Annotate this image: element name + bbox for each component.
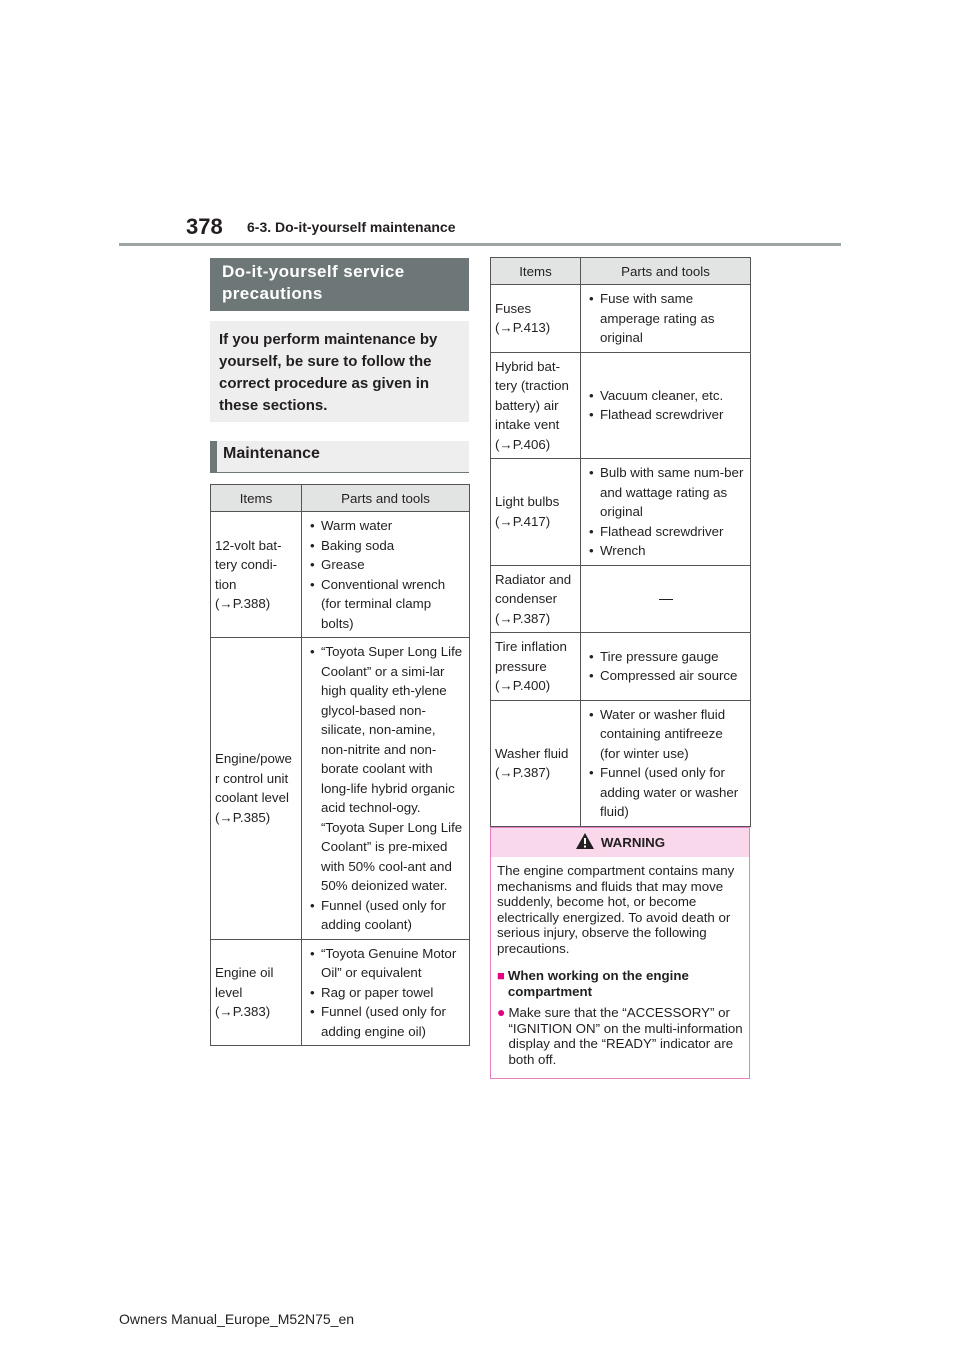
maintenance-table-right [490, 257, 751, 827]
item-line: (→P.387) [495, 610, 551, 626]
parts-list [585, 289, 746, 348]
section-title: 6-3. Do-it-yourself maintenance [247, 219, 456, 235]
item-line: (→P.406) [495, 436, 551, 452]
parts-cell [581, 459, 751, 566]
warning-bullet [497, 1005, 744, 1067]
warning-header [491, 828, 749, 857]
parts-list [585, 647, 746, 686]
table-row [491, 633, 751, 701]
table-row [491, 352, 751, 459]
item-line: 12-volt bat- [215, 537, 282, 553]
item-cell [491, 700, 581, 826]
table-row [211, 638, 470, 940]
parts-list-item: • Grease [310, 555, 465, 575]
item-line: (→P.417) [495, 513, 551, 529]
item-line: r control unit [215, 770, 289, 786]
parts-list-item: • Flathead screwdriver [589, 522, 746, 542]
item-line: Washer fluid [495, 745, 569, 761]
item-line: (→P.413) [495, 320, 551, 336]
table-row [491, 285, 751, 353]
item-line: coolant level [215, 790, 289, 806]
parts-list-item: • Rag or paper towel [310, 983, 465, 1003]
parts-cell [581, 565, 751, 633]
warning-bullet-text: Make sure that the “ACCESSORY” or “IGNITION ON” on the multi-information display and the “READY” indicator are both off. [508, 1005, 743, 1067]
column-header-items: Items [491, 258, 581, 285]
item-cell [491, 565, 581, 633]
parts-list-item: • Wrench [589, 541, 746, 561]
parts-list [306, 516, 465, 633]
item-line: battery) air [495, 397, 559, 413]
intro-box: If you perform maintenance by yourself, be sure to follow the correct procedure as given in these sections. [210, 321, 469, 422]
parts-list-item: • Fuse with same amperage rating as original [589, 289, 746, 348]
table-row [491, 459, 751, 566]
parts-cell [302, 638, 470, 940]
parts-list [585, 386, 746, 425]
parts-list [306, 944, 465, 1042]
item-line: Radiator and [495, 571, 572, 587]
parts-list-item: • Compressed air source [589, 666, 746, 686]
parts-cell [581, 285, 751, 353]
item-line: level [215, 984, 243, 1000]
parts-list [585, 463, 746, 561]
parts-cell [302, 939, 470, 1046]
parts-list-item: • Warm water [310, 516, 465, 536]
item-cell [211, 939, 302, 1046]
warning-body [491, 857, 749, 1067]
item-line: (→P.400) [495, 678, 551, 693]
warning-box [490, 827, 750, 1079]
column-header-items: Items [211, 485, 302, 512]
item-line: (→P.387) [495, 765, 551, 780]
parts-list-item: • Funnel (used only for adding engine oil) [310, 1002, 465, 1041]
maintenance-subheading: Maintenance [210, 441, 469, 473]
parts-list [306, 642, 465, 935]
item-cell [491, 633, 581, 701]
page-number: 378 [186, 214, 223, 239]
item-line: pressure [495, 658, 547, 674]
item-cell [491, 459, 581, 566]
parts-list-item: • Tire pressure gauge [589, 647, 746, 667]
circle-bullet-icon: ● [497, 1004, 506, 1020]
parts-list-item: • Conventional wrench (for terminal clamp bolts) [310, 575, 465, 634]
parts-cell [581, 700, 751, 826]
square-bullet-icon: ■ [497, 968, 505, 983]
footer-text: Owners Manual_Europe_M52N75_en [119, 1311, 355, 1327]
item-line: Tire inflation [495, 639, 567, 654]
item-line: tery (traction [495, 378, 569, 393]
parts-cell [581, 352, 751, 459]
parts-list-item: • Baking soda [310, 536, 465, 556]
header-rule [119, 243, 841, 246]
table-row [211, 939, 470, 1046]
warning-subheading [497, 968, 744, 999]
item-line: tion [215, 576, 237, 592]
parts-list-item: • Water or washer fluid containing antifreeze (for winter use) [589, 705, 746, 764]
column-header-parts: Parts and tools [581, 258, 751, 285]
item-line: Light bulbs [495, 494, 560, 510]
parts-list-item: • Funnel (used only for adding water or washer fluid) [589, 763, 746, 822]
item-cell [491, 352, 581, 459]
item-cell [491, 285, 581, 353]
item-cell [211, 512, 302, 638]
not-applicable-dash [585, 589, 746, 609]
table-row [211, 512, 470, 638]
item-cell [211, 638, 302, 940]
warning-text: The engine compartment contains many mechanisms and fluids that may move suddenly, become hot, or become electrically energized. To avoid death or serious injury, observe the following precautions. [497, 863, 735, 956]
parts-list-item: • Funnel (used only for adding coolant) [310, 896, 465, 935]
table-row [491, 700, 751, 826]
column-header-parts: Parts and tools [302, 485, 470, 512]
parts-cell [581, 633, 751, 701]
item-line: tery condi- [215, 557, 278, 572]
item-line: Engine oil [215, 965, 274, 980]
warning-triangle-icon [575, 832, 595, 854]
item-line: (→P.388) [215, 596, 271, 611]
parts-list-item: • Vacuum cleaner, etc. [589, 386, 746, 406]
parts-list-item: • “Toyota Genuine Motor Oil” or equivalent [310, 944, 465, 983]
table-body-right [491, 285, 751, 827]
table-row [491, 565, 751, 633]
item-line: (→P.383) [215, 1004, 271, 1019]
item-line: intake vent [495, 417, 560, 432]
item-line: (→P.385) [215, 809, 271, 825]
item-line: Fuses [495, 300, 532, 316]
parts-list-item: • Flathead screwdriver [589, 405, 746, 425]
warning-subheading-text: When working on the engine compartment [507, 968, 689, 999]
maintenance-table-left [210, 484, 470, 1046]
warning-title: WARNING [600, 834, 666, 850]
item-line: condenser [495, 591, 558, 606]
item-line: Hybrid bat- [495, 358, 561, 374]
heading-box: Do-it-yourself service precautions [210, 258, 469, 311]
parts-cell [302, 512, 470, 638]
table-body-left [211, 512, 470, 1046]
table-header-row [491, 258, 751, 285]
parts-list-item: • “Toyota Super Long Life Coolant” or a simi-lar high quality eth-ylene glycol-based non-silicate, non-amine, non-nitrite and non-borate coolant with long-life hybrid organic acid technol-ogy. “Toyota Super Long Life Coolant” is pre-mixed with 50% cool-ant and 50% deionized water. [310, 642, 465, 896]
item-line: Engine/powe [215, 751, 292, 767]
parts-list-item: • Bulb with same num-ber and wattage rating as original [589, 463, 746, 522]
table-header-row [211, 485, 470, 512]
parts-list [585, 705, 746, 822]
